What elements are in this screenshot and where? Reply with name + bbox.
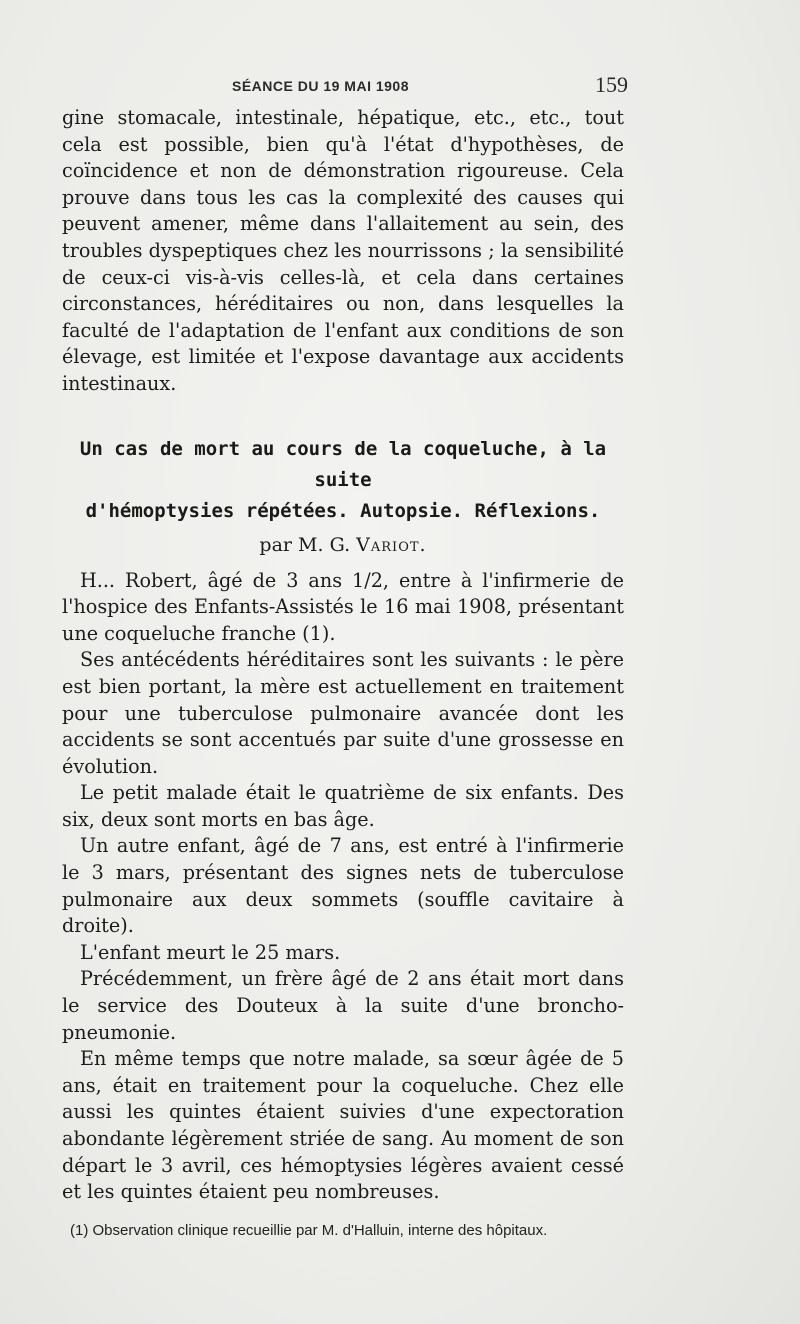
page-number: 159 <box>595 72 628 97</box>
body-paragraph: Un autre enfant, âgé de 7 ans, est entré à l'infirmerie le 3 mars, présentant des signes nets de tuberculose pulmonaire aux deux sommets (souffle cavitaire à droite). <box>62 834 624 938</box>
byline-author: Variot. <box>356 533 427 556</box>
article-title-line-1: Un cas de mort au cours de la coqueluche, à la suite <box>79 437 607 491</box>
byline <box>62 534 624 556</box>
body-paragraph: L'enfant meurt le 25 mars. <box>80 940 341 964</box>
page-content <box>62 105 624 1239</box>
intro-paragraph: gine stomacale, intestinale, hépatique, etc., etc., tout cela est possible, bien qu'à l'état d'hypothèses, de coïncidence et non de démonstration rigoureuse. Cela prouve dans tous les cas la complexité des causes qui peuvent amener, même dans l'allaitement au sein, des troubles dyspeptiques chez les nourrissons ; la sensibilité de ceux-ci vis-à-vis celles-là, et cela dans certaines circonstances, héréditaires ou non, dans lesquelles la faculté de l'adaptation de l'enfant aux conditions de son élevage, est limitée et l'expose davantage aux accidents intestinaux. <box>62 106 624 395</box>
byline-prefix: par M. G. <box>259 533 351 556</box>
body-paragraph: H... Robert, âgé de 3 ans 1/2, entre à l'infirmerie de l'hospice des Enfants-Assistés le 16 mai 1908, présentant une coqueluche franche (1). <box>62 568 624 645</box>
article-title-line-2: d'hémoptysies répétées. Autopsie. Réflexions. <box>85 499 601 522</box>
running-title: SÉANCE DU 19 MAI 1908 <box>232 78 410 94</box>
footnote: (1) Observation clinique recueillie par M. d'Halluin, interne des hôpitaux. <box>70 1221 548 1239</box>
body-paragraph: Précédemment, un frère âgé de 2 ans était mort dans le service des Douteux à la suite d'une broncho-pneumonie. <box>62 967 624 1044</box>
body-paragraph: Ses antécédents héréditaires sont les suivants : le père est bien portant, la mère est actuellement en traitement pour une tuberculose pulmonaire avancée dont les accidents se sont accentués par suite d'une grossesse en évolution. <box>62 648 624 778</box>
body-paragraph: En même temps que notre malade, sa sœur âgée de 5 ans, était en traitement pour la coqueluche. Chez elle aussi les quintes étaient suivies d'une expectoration abondante légèrement striée de sang. Au moment de son départ le 3 avril, ces hémoptysies légères avaient cessé et les quintes étaient peu nombreuses. <box>62 1047 624 1204</box>
body-paragraph: Le petit malade était le quatrième de six enfants. Des six, deux sont morts en bas âge. <box>62 781 624 831</box>
